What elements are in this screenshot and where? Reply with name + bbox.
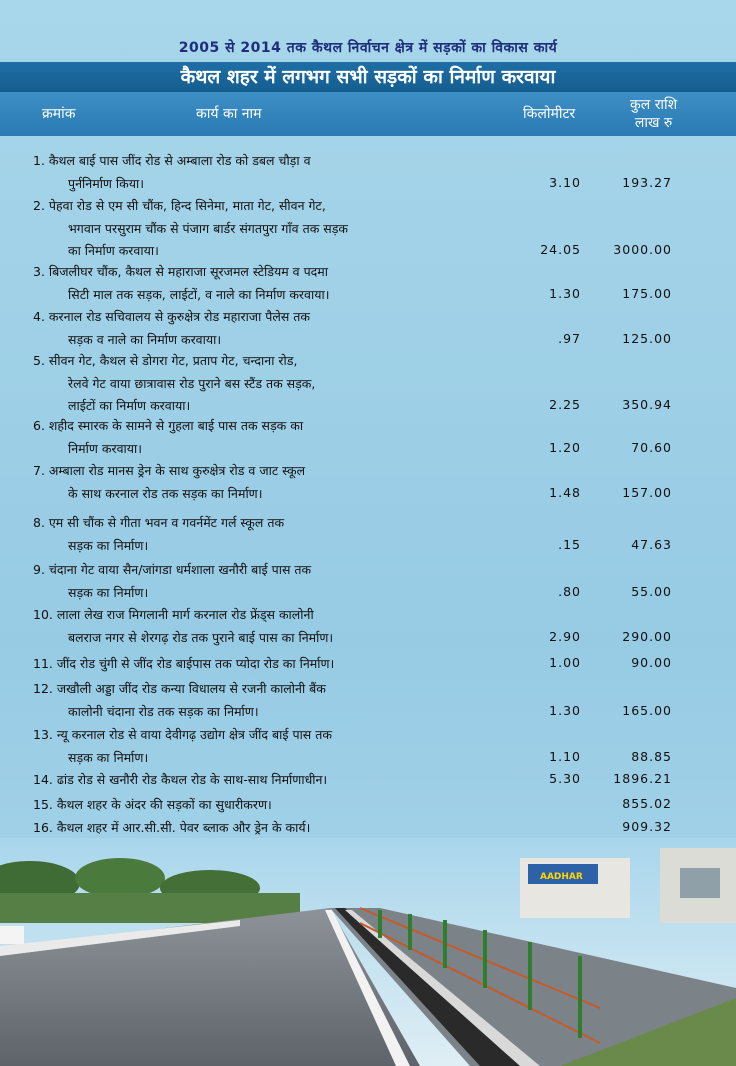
work-line: 4. करनाल रोड सचिवालय से कुरुक्षेत्र रोड महाराजा पैलेस तक xyxy=(33,309,311,324)
work-line: रेलवे गेट वाया छात्रावास रोड पुराने बस स्टैंड तक सड़क, xyxy=(68,375,316,391)
work-km: 1.48 xyxy=(549,484,581,500)
work-km: .80 xyxy=(558,583,581,599)
work-line: बलराज नगर से शेरगढ़ रोड तक पुराने बाई पास का निर्माण। xyxy=(68,629,334,645)
work-amount: 175.00 xyxy=(622,285,672,301)
header-amount-line2: लाख रु xyxy=(634,115,673,131)
header-km: किलोमीटर xyxy=(523,106,576,122)
work-line: 1. कैथल बाई पास जींद रोड से अम्बाला रोड को डबल चौड़ा व xyxy=(33,153,311,168)
work-line: 10. लाला लेख राज मिगलानी मार्ग करनाल रोड फ्रेंड्स कालोनी xyxy=(33,607,314,622)
work-line: कालोनी चंदाना रोड तक सड़क का निर्माण। xyxy=(68,703,259,719)
work-amount: 90.00 xyxy=(631,655,672,670)
work-line: 11. जींद रोड चुंगी से जींद रोड बाईपास तक प्योदा रोड का निर्माण। xyxy=(33,656,335,671)
work-km: 1.20 xyxy=(549,439,581,455)
work-amount: 1896.21 xyxy=(613,771,672,786)
work-km: 3.10 xyxy=(549,174,581,190)
work-line: का निर्माण करवाया। xyxy=(68,243,159,258)
work-line: 5. सीवन गेट, कैथल से डोगरा गेट, प्रताप गेट, चन्दाना रोड, xyxy=(33,353,298,368)
work-amount: 350.94 xyxy=(622,397,672,412)
work-amount: 55.00 xyxy=(631,583,672,599)
work-line: 3. बिजलीघर चौंक, कैथल से महाराजा सूरजमल स्टेडियम व पदमा xyxy=(33,264,329,279)
work-km: 24.05 xyxy=(540,242,581,257)
work-amount: 125.00 xyxy=(622,330,672,346)
work-km: 2.90 xyxy=(549,628,581,644)
work-amount: 88.85 xyxy=(631,748,672,764)
road-photo-illustration xyxy=(0,838,736,1066)
header-amount xyxy=(630,96,677,132)
photo-sign-text: AADHAR xyxy=(540,872,583,882)
work-line: सड़क का निर्माण। xyxy=(68,537,149,553)
banner-title: कैथल शहर में लगभग सभी सड़कों का निर्माण करवाया xyxy=(0,62,736,92)
work-line: सिटी माल तक सड़क, लाईटों, व नाले का निर्माण करवाया। xyxy=(68,286,330,302)
table-header xyxy=(0,92,736,136)
work-line: 15. कैथल शहर के अंदर की सड़कों का सुधारीकरण। xyxy=(33,797,272,812)
work-km: 1.30 xyxy=(549,285,581,301)
work-line: सड़क का निर्माण। xyxy=(68,749,149,765)
work-line: लाईटों का निर्माण करवाया। xyxy=(68,398,191,413)
work-line: भगवान परसुराम चौंक से पंजाग बार्डर संगतपुरा गाँव तक सड़क xyxy=(68,220,348,236)
work-line: 8. एम सी चौंक से गीता भवन व गवर्नमेंट गर्ल स्कूल तक xyxy=(33,515,285,530)
work-amount: 290.00 xyxy=(622,628,672,644)
work-km: .97 xyxy=(558,330,581,346)
work-amount: 165.00 xyxy=(622,702,672,718)
header-sno: क्रमांक xyxy=(42,106,76,122)
work-line: के साथ करनाल रोड तक सड़क का निर्माण। xyxy=(68,485,263,501)
work-km: 1.10 xyxy=(549,748,581,764)
work-line: 9. चंदाना गेट वाया सैन/जांगडा धर्मशाला खनौरी बाई पास तक xyxy=(33,562,312,577)
work-amount: 909.32 xyxy=(622,819,672,834)
work-amount: 855.02 xyxy=(622,796,672,811)
work-amount: 3000.00 xyxy=(613,242,672,257)
work-km: 1.30 xyxy=(549,702,581,718)
work-amount: 193.27 xyxy=(622,174,672,190)
work-line: 12. जखौली अड्डा जींद रोड कन्या विधालय से रजनी कालोनी बैंक xyxy=(33,681,326,696)
header-amount-line1: कुल राशि xyxy=(630,97,678,113)
work-line: निर्माण करवाया। xyxy=(68,440,143,456)
work-line: 14. ढांड रोड से खनौरी रोड कैथल रोड के साथ-साथ निर्माणाधीन। xyxy=(33,772,328,787)
header-name: कार्य का नाम xyxy=(196,106,262,122)
work-line: सड़क व नाले का निर्माण करवाया। xyxy=(68,331,222,347)
work-line: 16. कैथल शहर में आर.सी.सी. पेवर ब्लाक और ड्रेन के कार्य। xyxy=(33,820,311,835)
work-km: 5.30 xyxy=(549,771,581,786)
work-km: 2.25 xyxy=(549,397,581,412)
work-amount: 70.60 xyxy=(631,439,672,455)
work-line: 6. शहीद स्मारक के सामने से गुहला बाई पास तक सड़क का xyxy=(33,418,304,433)
work-line: 2. पेहवा रोड से एम सी चौंक, हिन्द सिनेमा, माता गेट, सीवन गेट, xyxy=(33,198,326,213)
work-line: 13. न्यू करनाल रोड से वाया देवीगढ़ उद्योग क्षेत्र जींद बाई पास तक xyxy=(33,727,332,742)
work-line: सड़क का निर्माण। xyxy=(68,584,149,600)
work-line: 7. अम्बाला रोड मानस ड्रेन के साथ कुरुक्षेत्र रोड व जाट स्कूल xyxy=(33,463,306,478)
work-line: पुर्ननिर्माण किया। xyxy=(68,175,144,191)
road-photo xyxy=(0,838,736,1066)
work-km: 1.00 xyxy=(549,655,581,670)
work-km: .15 xyxy=(558,536,581,552)
top-title: 2005 से 2014 तक कैथल निर्वाचन क्षेत्र में सड़कों का विकास कार्य xyxy=(178,40,558,56)
work-amount: 47.63 xyxy=(631,536,672,552)
work-amount: 157.00 xyxy=(622,484,672,500)
